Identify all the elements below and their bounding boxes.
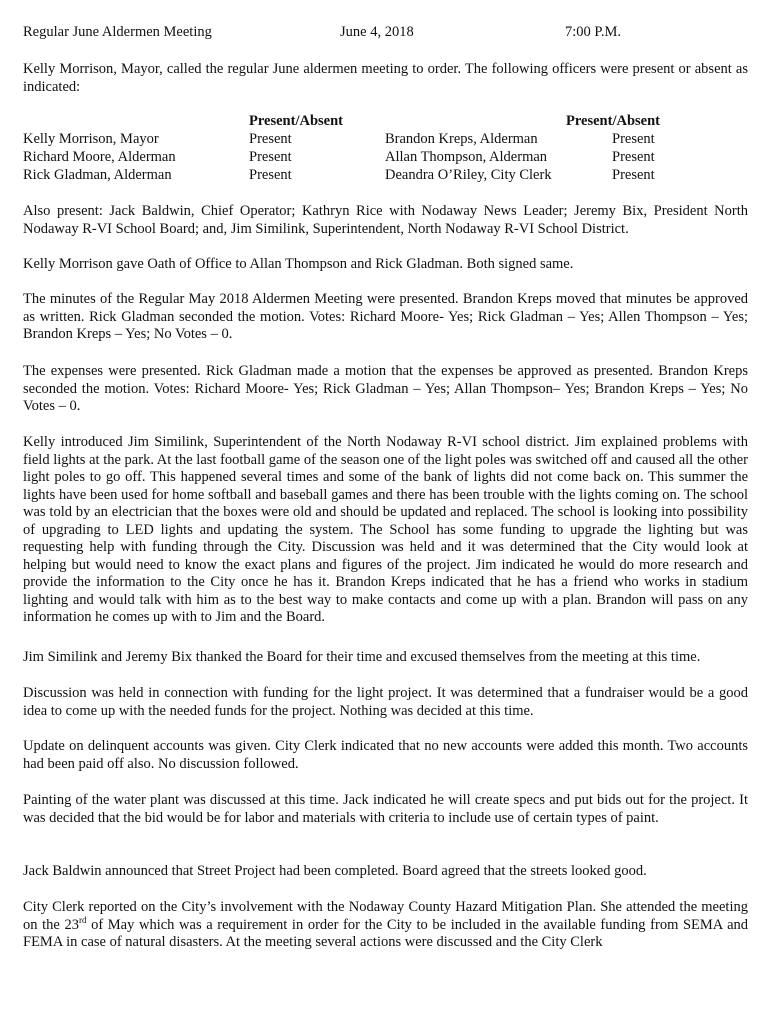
officer-name: Kelly Morrison, Mayor bbox=[23, 131, 159, 147]
officer-status: Present bbox=[249, 149, 292, 165]
attendance-table bbox=[23, 113, 743, 185]
officer-name: Rick Gladman, Alderman bbox=[23, 167, 172, 183]
field-lights-paragraph: Kelly introduced Jim Similink, Superintendent of the North Nodaway R-VI school district. Jim explained problems with field lights at the park. At the last football game of the season one of the light poles was switched off and caused all the other light poles to go off. This happened several times and some of the bank of lights did not come back on. This summer the lights have been used for home softball and baseball games and there has been trouble with the lights coming on. The school was told by an electrician that the boxes were old and should be updated and replaced. The school is looking into possibility of upgrading to LED lights and updating the system. The School has some funding to upgrade the lighting but was requesting help with funding through the City. Discussion was held and it was determined that the City would look at helping but would need to know the exact plans and figures of the project. Jim indicated he would do more research and provide the information to the City once he has it. Brandon Kreps indicated that he has a friend who works in stadium lighting and would talk with him as to the best way to make contacts and come up with a plan. Brandon will pass on any information he comes up with to Jim and the Board. bbox=[23, 434, 748, 625]
funding-paragraph: Discussion was held in connection with funding for the light project. It was determined that a fundraiser would be a good idea to come up with the needed funds for the project. Nothing was decided at this time. bbox=[23, 685, 748, 719]
hazard-mitigation-paragraph bbox=[23, 899, 748, 952]
water-plant-paragraph: Painting of the water plant was discussed at this time. Jack indicated he will create specs and put bids out for the project. It was decided that the bid would be for labor and materials with criteria to include use of certain types of paint. bbox=[23, 792, 748, 826]
officer-status: Present bbox=[249, 167, 292, 183]
also-present-paragraph: Also present: Jack Baldwin, Chief Operator; Kathryn Rice with Nodaway News Leader; Jeremy Bix, President North Nodaway R-VI School Board; and, Jim Similink, Superintendent, North Nodaway R-VI School District. bbox=[23, 203, 748, 237]
minutes-paragraph: The minutes of the Regular May 2018 Aldermen Meeting were presented. Brandon Kreps moved that minutes be approved as written. Rick Gladman seconded the motion. Votes: Richard Moore- Yes; Rick Gladman – Yes; Allen Thompson – Yes; Brandon Kreps – Yes; No Votes – 0. bbox=[23, 291, 748, 342]
officer-status: Present bbox=[612, 167, 655, 183]
meeting-time: 7:00 P.M. bbox=[565, 24, 622, 40]
intro-paragraph: Kelly Morrison, Mayor, called the regular June aldermen meeting to order. The following officers were present or absent as indicated: bbox=[23, 61, 748, 95]
officer-name: Allan Thompson, Alderman bbox=[385, 149, 548, 165]
hazard-text-part-2: of May which was a requirement in order for the City to be included in the available funding from SEMA and FEMA in case of natural disasters. At the meeting several actions were discussed and the City Clerk bbox=[23, 916, 749, 950]
officer-status: Present bbox=[249, 131, 292, 147]
officer-status: Present bbox=[612, 149, 655, 165]
oath-paragraph: Kelly Morrison gave Oath of Office to Allan Thompson and Rick Gladman. Both signed same. bbox=[23, 256, 574, 272]
officer-name: Richard Moore, Alderman bbox=[23, 149, 176, 165]
hazard-text-part-1: City Clerk reported on the City’s involvement with the Nodaway County Hazard Mitigation Plan. She attended the meeting on the 23 bbox=[23, 899, 748, 933]
officer-status: Present bbox=[612, 131, 655, 147]
officer-name: Brandon Kreps, Alderman bbox=[385, 131, 538, 147]
meeting-title: Regular June Aldermen Meeting bbox=[23, 24, 212, 40]
expenses-paragraph: The expenses were presented. Rick Gladman made a motion that the expenses be approved as presented. Brandon Kreps seconded the motion. Votes: Richard Moore- Yes; Rick Gladman – Yes; Allan Thompson– Yes; Brandon Kreps – Yes; No Votes – 0. bbox=[23, 363, 748, 414]
meeting-header bbox=[23, 24, 743, 42]
street-project-paragraph: Jack Baldwin announced that Street Project had been completed. Board agreed that the streets looked good. bbox=[23, 863, 647, 879]
thanks-paragraph: Jim Similink and Jeremy Bix thanked the Board for their time and excused themselves from the meeting at this time. bbox=[23, 649, 701, 665]
officer-name: Deandra O’Riley, City Clerk bbox=[385, 167, 552, 183]
meeting-date: June 4, 2018 bbox=[340, 24, 414, 40]
present-absent-heading-left: Present/Absent bbox=[249, 113, 343, 129]
delinquent-accounts-paragraph: Update on delinquent accounts was given. City Clerk indicated that no new accounts were added this month. Two accounts had been paid off also. No discussion followed. bbox=[23, 738, 748, 772]
ordinal-suffix: rd bbox=[78, 914, 87, 925]
present-absent-heading-right: Present/Absent bbox=[566, 113, 660, 129]
